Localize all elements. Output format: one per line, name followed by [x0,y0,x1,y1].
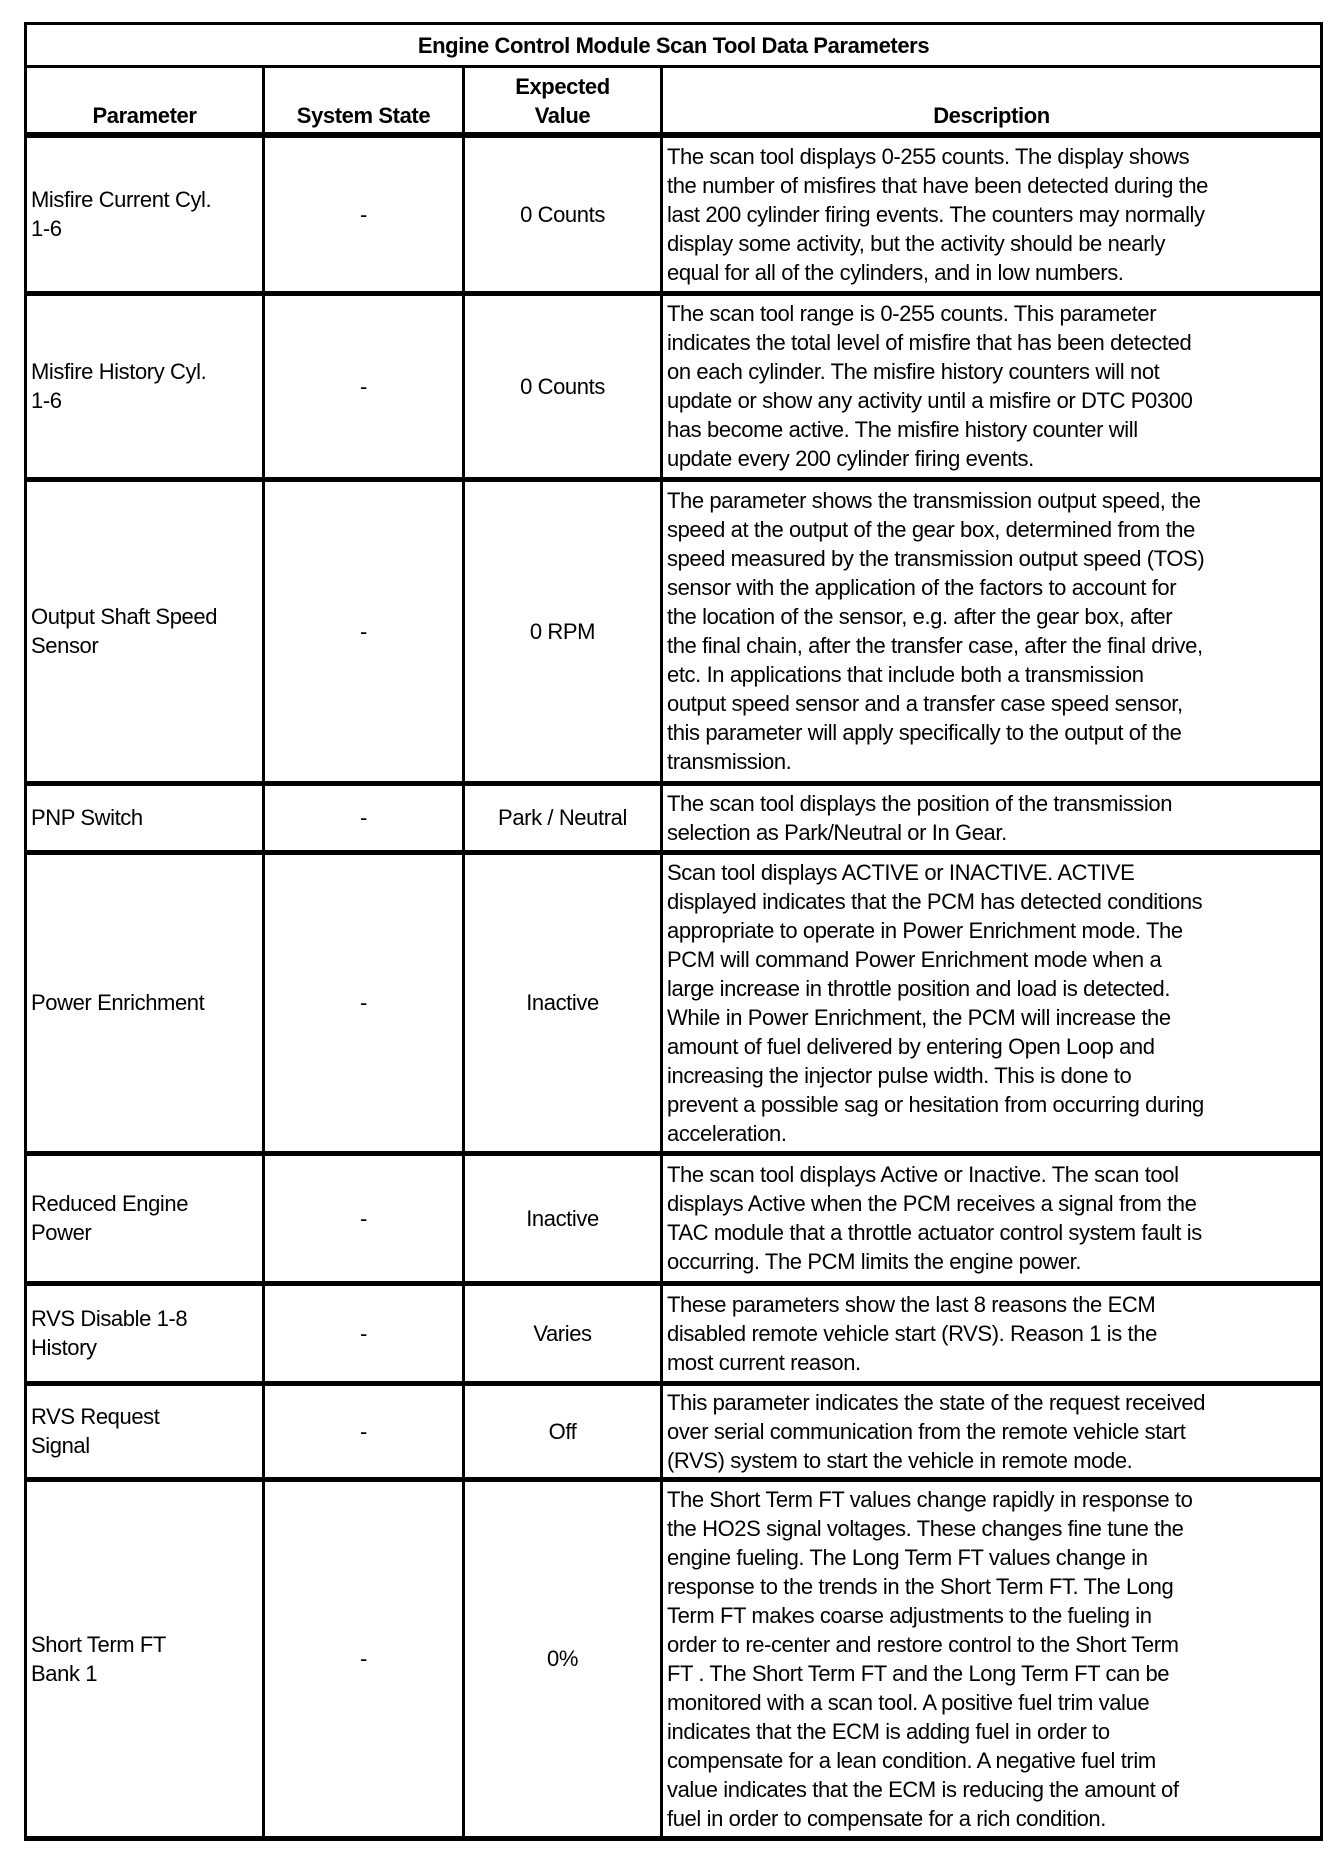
expected-value-cell: 0 Counts [464,293,662,479]
description-line: the location of the sensor, e.g. after the gear box, after [667,604,1173,629]
description-line: amount of fuel delivered by entering Open Loop and [667,1033,1155,1059]
description-line: While in Power Enrichment, the PCM will increase the [667,1004,1171,1030]
parameter-cell [26,135,264,293]
description-line: prevent a possible sag or hesitation from occurring during [667,1091,1204,1117]
parameter-line: Short Term FT [31,1631,166,1657]
table-row [26,852,1322,1153]
description-line: displays Active when the PCM receives a signal from the [667,1191,1197,1216]
table-row [26,293,1322,479]
description-line: PCM will command Power Enrichment mode when a [667,946,1162,972]
description-cell [662,1283,1322,1383]
description-line: display some activity, but the activity should be nearly [667,230,1166,256]
description-line: the number of misfires that have been detected during the [667,172,1208,198]
parameter-line: RVS Disable 1-8 [31,1306,188,1331]
description-line: acceleration. [667,1120,787,1146]
description-line: update every 200 cylinder firing events. [667,446,1034,471]
header-system-state: System State [264,67,464,136]
description-line: fuel in order to compensate for a rich condition. [667,1805,1106,1831]
parameter-cell [26,479,264,783]
description-cell [662,293,1322,479]
parameter-line: 1-6 [31,216,62,242]
parameter-line: Sensor [31,633,99,658]
description-line: order to re-center and restore control to the Short Term [667,1631,1179,1657]
table-row [26,479,1322,783]
expected-value-cell: Off [464,1383,662,1479]
description-line: appropriate to operate in Power Enrichment mode. The [667,917,1183,943]
description-line: this parameter will apply specifically to the output of the [667,720,1182,745]
parameter-line: Output Shaft Speed [31,604,218,629]
description-line: output speed sensor and a transfer case speed sensor, [667,691,1183,716]
system-state-cell: - [264,1479,464,1838]
table-title: Engine Control Module Scan Tool Data Parameters [26,24,1322,67]
table-row [26,1479,1322,1838]
parameter-cell [26,1383,264,1479]
description-line: over serial communication from the remote vehicle start [667,1418,1186,1444]
description-cell [662,783,1322,852]
system-state-cell: - [264,135,464,293]
description-line: Scan tool displays ACTIVE or INACTIVE. ACTIVE [667,859,1135,885]
expected-value-cell: 0 RPM [464,479,662,783]
parameter-line: Misfire Current Cyl. [31,187,212,213]
description-line: sensor with the application of the factors to account for [667,575,1177,600]
description-line: on each cylinder. The misfire history counters will not [667,359,1160,384]
table-row [26,135,1322,293]
expected-value-cell: 0% [464,1479,662,1838]
description-line: increasing the injector pulse width. This is done to [667,1062,1132,1088]
system-state-cell: - [264,1383,464,1479]
expected-value-cell: Inactive [464,1153,662,1283]
description-line: response to the trends in the Short Term FT. The Long [667,1573,1174,1599]
system-state-cell: - [264,783,464,852]
table-row [26,1283,1322,1383]
description-cell [662,479,1322,783]
expected-value-cell: Varies [464,1283,662,1383]
parameter-cell [26,1283,264,1383]
description-line: etc. In applications that include both a transmission [667,662,1144,687]
table-row [26,1153,1322,1283]
description-line: The scan tool displays the position of the transmission [667,790,1173,816]
system-state-cell: - [264,479,464,783]
system-state-cell: - [264,293,464,479]
description-cell [662,1153,1322,1283]
description-line: The parameter shows the transmission output speed, the [667,488,1201,513]
description-line: The scan tool displays 0-255 counts. The display shows [667,143,1190,169]
description-line: This parameter indicates the state of the request received [667,1389,1206,1415]
description-line: most current reason. [667,1349,861,1375]
description-cell [662,1479,1322,1838]
description-line: Term FT makes coarse adjustments to the fueling in [667,1602,1152,1628]
parameter-line: Reduced Engine [31,1191,189,1216]
header-expected-value: Expected Value [464,67,662,136]
parameter-cell [26,1479,264,1838]
table-row [26,783,1322,852]
parameter-line: Power [31,1220,92,1245]
description-line: indicates that the ECM is adding fuel in order to [667,1718,1110,1744]
description-line: disabled remote vehicle start (RVS). Reason 1 is the [667,1320,1157,1346]
parameter-line: RVS Request [31,1404,160,1429]
description-line: FT . The Short Term FT and the Long Term FT can be [667,1660,1170,1686]
description-line: The scan tool displays Active or Inactive. The scan tool [667,1162,1179,1187]
description-line: has become active. The misfire history counter will [667,417,1138,442]
description-line: displayed indicates that the PCM has detected conditions [667,888,1203,914]
description-line: The scan tool range is 0-255 counts. This parameter [667,301,1157,326]
scan-tool-data-table [24,22,1323,1841]
parameter-cell [26,783,264,852]
description-line: engine fueling. The Long Term FT values change in [667,1544,1148,1570]
description-line: update or show any activity until a misfire or DTC P0300 [667,388,1193,413]
description-line: last 200 cylinder firing events. The counters may normally [667,201,1205,227]
description-line: equal for all of the cylinders, and in low numbers. [667,259,1124,285]
parameter-line: Power Enrichment [31,990,205,1015]
expected-value-cell: 0 Counts [464,135,662,293]
description-line: indicates the total level of misfire that has been detected [667,330,1192,355]
description-line: occurring. The PCM limits the engine power. [667,1249,1082,1274]
header-row [26,67,1322,136]
description-line: transmission. [667,749,792,774]
system-state-cell: - [264,1283,464,1383]
description-cell [662,135,1322,293]
description-line: TAC module that a throttle actuator control system fault is [667,1220,1202,1245]
description-line: large increase in throttle position and load is detected. [667,975,1171,1001]
description-line: the final chain, after the transfer case, after the final drive, [667,633,1203,658]
parameter-line: History [31,1335,97,1360]
description-line: the HO2S signal voltages. These changes fine tune the [667,1515,1184,1541]
expected-value-cell: Park / Neutral [464,783,662,852]
parameter-cell [26,1153,264,1283]
description-line: (RVS) system to start the vehicle in remote mode. [667,1447,1133,1473]
parameter-cell [26,852,264,1153]
system-state-cell: - [264,852,464,1153]
system-state-cell: - [264,1153,464,1283]
parameter-line: Misfire History Cyl. [31,359,207,384]
description-line: compensate for a lean condition. A negative fuel trim [667,1747,1156,1773]
description-line: monitored with a scan tool. A positive fuel trim value [667,1689,1150,1715]
parameter-line: 1-6 [31,388,62,413]
description-line: The Short Term FT values change rapidly in response to [667,1486,1193,1512]
description-line: value indicates that the ECM is reducing the amount of [667,1776,1179,1802]
parameter-cell [26,293,264,479]
description-cell [662,852,1322,1153]
header-description: Description [662,67,1322,136]
parameter-line: PNP Switch [31,805,143,830]
description-line: These parameters show the last 8 reasons the ECM [667,1291,1156,1317]
description-cell [662,1383,1322,1479]
description-line: selection as Park/Neutral or In Gear. [667,819,1007,845]
description-line: speed at the output of the gear box, determined from the [667,517,1195,542]
parameter-line: Bank 1 [31,1660,98,1686]
parameter-line: Signal [31,1433,90,1458]
expected-value-cell: Inactive [464,852,662,1153]
header-parameter: Parameter [26,67,264,136]
description-line: speed measured by the transmission output speed (TOS) [667,546,1205,571]
table-row [26,1383,1322,1479]
